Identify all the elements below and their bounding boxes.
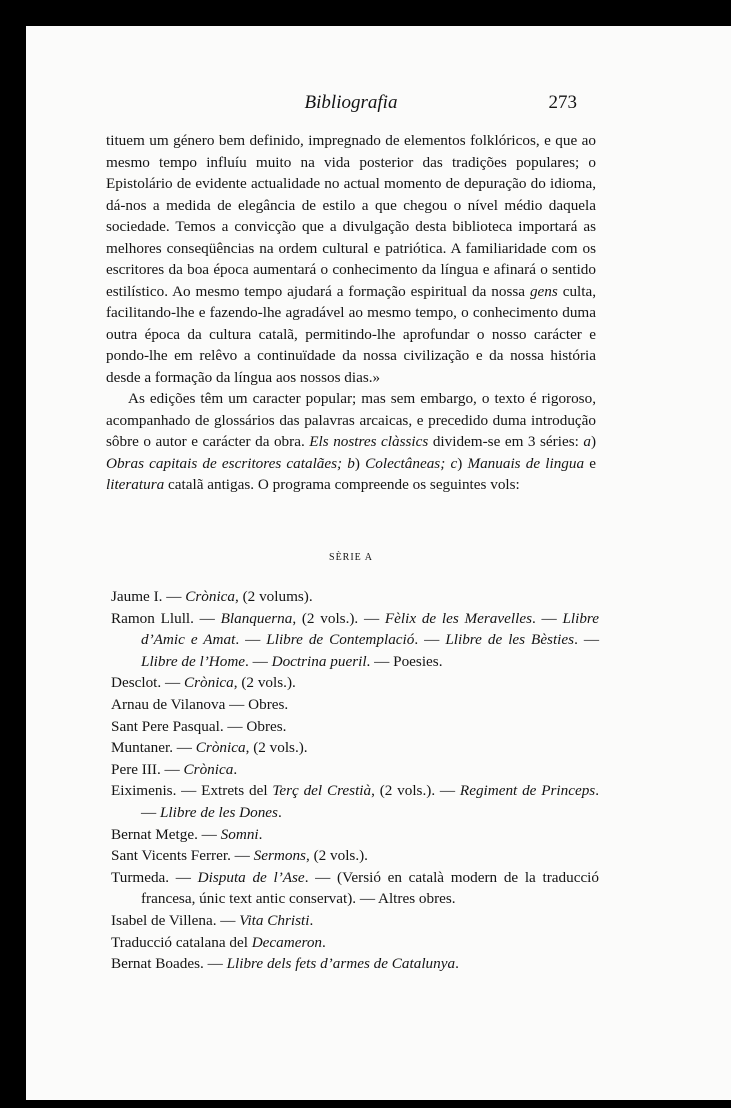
list-item: Bernat Boades. — Llibre dels fets d’armes de Catalunya. bbox=[111, 955, 459, 973]
list-item: Eiximenis. — Extrets del Terç del Crestià, (2 vols.). — Regiment de Princeps. — Llibre de les Dones. bbox=[111, 782, 599, 821]
list-item: Desclot. — Crònica, (2 vols.). bbox=[111, 674, 296, 692]
list-item: Traducció catalana del Decameron. bbox=[111, 933, 326, 951]
page-number: 273 bbox=[548, 92, 577, 113]
running-title: Bibliografia bbox=[304, 92, 398, 113]
running-head bbox=[26, 92, 731, 118]
list-item: Sant Pere Pasqual. — Obres. bbox=[111, 717, 287, 735]
list-item: Bernat Metge. — Somni. bbox=[111, 825, 263, 843]
paragraph-1: tituem um género bem definido, impregnado de elementos folklóricos, e que ao mesmo tempo influíu muito na vida posterior das tradições populares; o Epistolário de evidente actualidade no actual momento de depuração do idioma, dá-nos a medida de elegância de estilo a que chegou o nível médio daquela sociedade. Temos a convicção que a divulgação desta biblioteca importará as melhores conseqüências na ordem cultural e patriótica. A familiaridade com os escritores da boa época aumentará o conhecimento da língua e afinará o sentido estilístico. Ao mesmo tempo ajudará a formação espiritual da nossa gens culta, facilitando-lhe e fazendo-lhe agradável ao mesmo tempo, o conhecimento duma outra época da cultura catalã, permitindo-lhe aprofundar o nosso carácter e pondo-lhe em relêvo a continuïdade da nossa civilização e da nossa história desde a formação da língua aos nossos dias.» bbox=[106, 132, 597, 386]
list-item: Arnau de Vilanova — Obres. bbox=[111, 695, 289, 713]
body-text bbox=[106, 130, 596, 496]
list-item: Turmeda. — Disputa de l’Ase. — (Versió en català modern de la traducció francesa, únic text antic conservat). — Altres obres. bbox=[111, 868, 599, 908]
list-item: Jaume I. — Crònica, (2 volums). bbox=[111, 588, 313, 605]
list-item: Isabel de Villena. — Vita Christi. bbox=[111, 911, 314, 929]
bibliography-list bbox=[111, 586, 599, 975]
list-item: Ramon Llull. — Blanquerna, (2 vols.). — Fèlix de les Meravelles. — Llibre d’Amic e Amat. — Llibre de Contemplació. — Llibre de les Bèsties. — Llibre de l’Home. — Doctrina pueril. — Poesies. bbox=[111, 609, 600, 670]
book-page bbox=[26, 26, 731, 1100]
page-frame bbox=[12, 12, 723, 1092]
list-item: Pere III. — Crònica. bbox=[111, 760, 238, 778]
list-item: Sant Vicents Ferrer. — Sermons, (2 vols.). bbox=[111, 847, 368, 865]
list-item: Muntaner. — Crònica, (2 vols.). bbox=[111, 739, 308, 757]
paragraph-2: As edições têm um caracter popular; mas sem embargo, o texto é rigoroso, acompanhado de glossários das palavras arcaicas, e precedido duma introdução sôbre o autor e carácter da obra. Els nostres clàssics dividem-se em 3 séries: a) Obras capitais de escritores catalães; b) Colectâneas; c) Manuais de lingua e literatura catalã antigas. O programa compreende os seguintes vols: bbox=[106, 390, 597, 493]
series-heading: SÈRIE A bbox=[329, 552, 373, 563]
